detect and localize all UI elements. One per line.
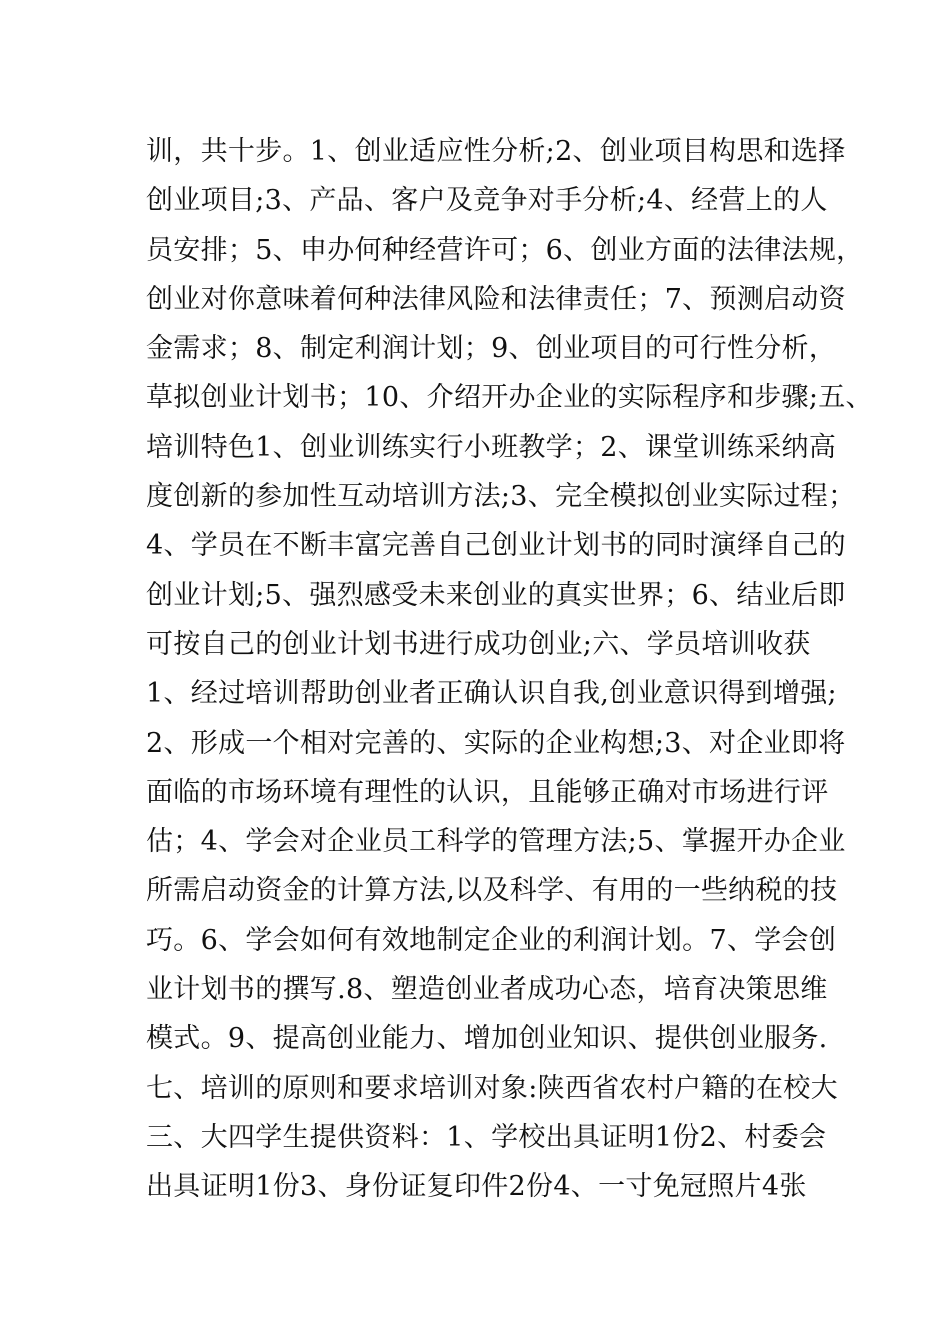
text-line-4: 创业对你意味着何种法律风险和法律责任；7、预测启动资 [146, 283, 846, 315]
text-line-12: 1、经过培训帮助创业者正确认识自我,创业意识得到增强; [146, 678, 837, 710]
text-line-16: 所需启动资金的计算方法,以及科学、有用的一些纳税的技 [146, 875, 838, 907]
text-line-15: 估；4、学会对企业员工科学的管理方法;5、掌握开办企业 [146, 826, 846, 858]
text-line-14: 面临的市场环境有理性的认识，且能够正确对市场进行评 [146, 776, 829, 808]
body-text [146, 127, 873, 1212]
text-line-2: 创业项目;3、产品、客户及竞争对手分析;4、经营上的人 [146, 185, 828, 217]
text-line-3: 员安排；5、申办何种经营许可；6、创业方面的法律法规， [146, 234, 864, 266]
text-line-18: 业计划书的撰写.8、塑造创业者成功心态，培育决策思维 [146, 974, 828, 1006]
text-line-8: 度创新的参加性互动培训方法;3、完全模拟创业实际过程； [146, 481, 856, 513]
text-line-17: 巧。6、学会如何有效地制定企业的利润计划。7、学会创 [146, 924, 837, 956]
text-line-7: 培训特色1、创业训练实行小班教学；2、课堂训练采纳高 [146, 431, 837, 463]
text-line-21: 三、大四学生提供资料：1、学校出具证明1份2、村委会 [146, 1121, 827, 1153]
text-line-5: 金需求；8、制定利润计划；9、创业项目的可行性分析， [146, 333, 837, 365]
text-line-19: 模式。9、提高创业能力、增加创业知识、提供创业服务. [146, 1023, 828, 1055]
text-line-9: 4、学员在不断丰富完善自己创业计划书的同时演绎自己的 [146, 530, 846, 562]
text-line-20: 七、培训的原则和要求培训对象:陕西省农村户籍的在校大 [146, 1072, 838, 1104]
text-line-1: 训，共十步。1、创业适应性分析;2、创业项目构思和选择 [146, 136, 846, 167]
text-line-10: 创业计划;5、强烈感受未来创业的真实世界；6、结业后即 [146, 579, 846, 611]
text-line-11: 可按自己的创业计划书进行成功创业;六、学员培训收获 [146, 628, 811, 660]
text-line-6: 草拟创业计划书；10、介绍开办企业的实际程序和步骤;五、 [146, 382, 873, 414]
text-line-22: 出具证明1份3、身份证复印件2份4、一寸免冠照片4张 [146, 1171, 807, 1203]
text-line-13: 2、形成一个相对完善的、实际的企业构想;3、对企业即将 [146, 727, 846, 759]
